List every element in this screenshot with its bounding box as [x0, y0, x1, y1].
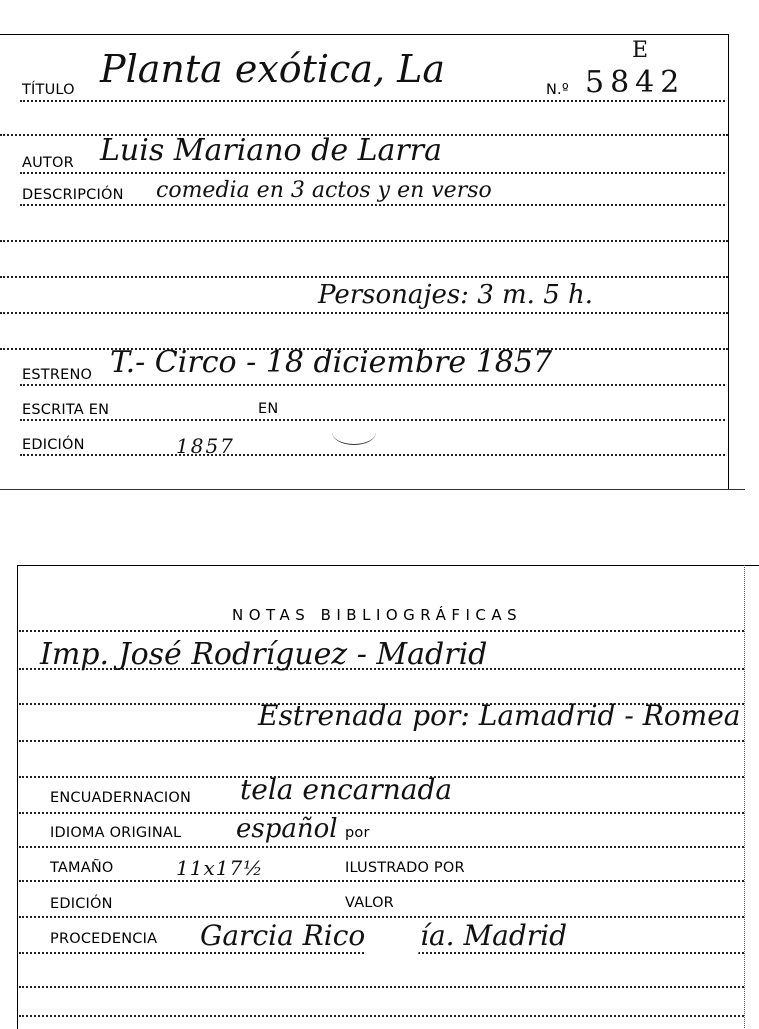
por-label: por	[345, 825, 370, 841]
rule-line	[20, 384, 725, 386]
edicion-value-top: 1857	[176, 434, 235, 458]
autor-value: Luis Mariano de Larra	[100, 133, 442, 168]
rule-line	[19, 880, 744, 882]
autor-label: AUTOR	[22, 155, 74, 171]
rule-line	[0, 240, 728, 242]
tamano-value: 11x17½	[176, 856, 264, 880]
rule-line	[19, 916, 744, 918]
rule-line	[19, 846, 744, 848]
numero-value: 5842	[585, 65, 686, 100]
card-bottom-right-edge	[744, 565, 745, 1028]
procedencia-value-cont: ía. Madrid	[420, 919, 567, 952]
rule-line	[19, 986, 744, 988]
numero-suffix: E	[632, 38, 649, 63]
rule-line	[20, 204, 725, 206]
estreno-label: ESTRENO	[22, 367, 93, 383]
encuadernacion-label: ENCUADERNACION	[50, 790, 192, 806]
ilustrado-label: ILUSTRADO POR	[345, 860, 465, 876]
procedencia-label: PROCEDENCIA	[50, 931, 158, 947]
notas-heading: NOTAS BIBLIOGRÁFICAS	[232, 606, 523, 624]
nota-estrenada: Estrenada por: Lamadrid - Romea	[258, 699, 741, 732]
encuadernacion-value: tela encarnada	[240, 773, 453, 806]
rule-line	[19, 1015, 744, 1017]
titulo-value: Planta exótica, La	[100, 47, 446, 91]
titulo-label: TÍTULO	[22, 82, 75, 98]
idioma-value: español	[236, 814, 338, 844]
descripcion-label: DESCRIPCIÓN	[22, 187, 124, 203]
tamano-label: TAMAÑO	[50, 860, 114, 876]
rule-line	[0, 312, 728, 314]
descripcion-value: comedia en 3 actos y en verso	[156, 178, 492, 203]
card-top-bottom-edge	[0, 489, 745, 490]
rule-line	[20, 454, 725, 456]
valor-label: VALOR	[345, 895, 394, 911]
pencil-mark	[332, 420, 376, 445]
numero-label: N.º	[546, 82, 569, 98]
procedencia-value: Garcia Rico	[200, 919, 366, 952]
edicion-label-bottom: EDICIÓN	[50, 896, 113, 912]
estreno-value: T.- Circo - 18 diciembre 1857	[110, 345, 553, 380]
rule-line	[0, 276, 728, 278]
nota-imprenta: Imp. José Rodríguez - Madrid	[40, 637, 488, 672]
rule-line	[19, 812, 744, 814]
rule-line	[20, 100, 725, 102]
rule-line	[19, 740, 744, 742]
en-label: EN	[258, 401, 279, 417]
personajes-value: Personajes: 3 m. 5 h.	[318, 280, 594, 310]
rule-line	[19, 630, 744, 632]
rule-line	[20, 172, 725, 174]
punch-hole	[365, 924, 419, 972]
escrita-en-label: ESCRITA EN	[22, 402, 110, 418]
idioma-label: IDIOMA ORIGINAL	[50, 825, 182, 841]
edicion-label-top: EDICIÓN	[22, 437, 85, 453]
